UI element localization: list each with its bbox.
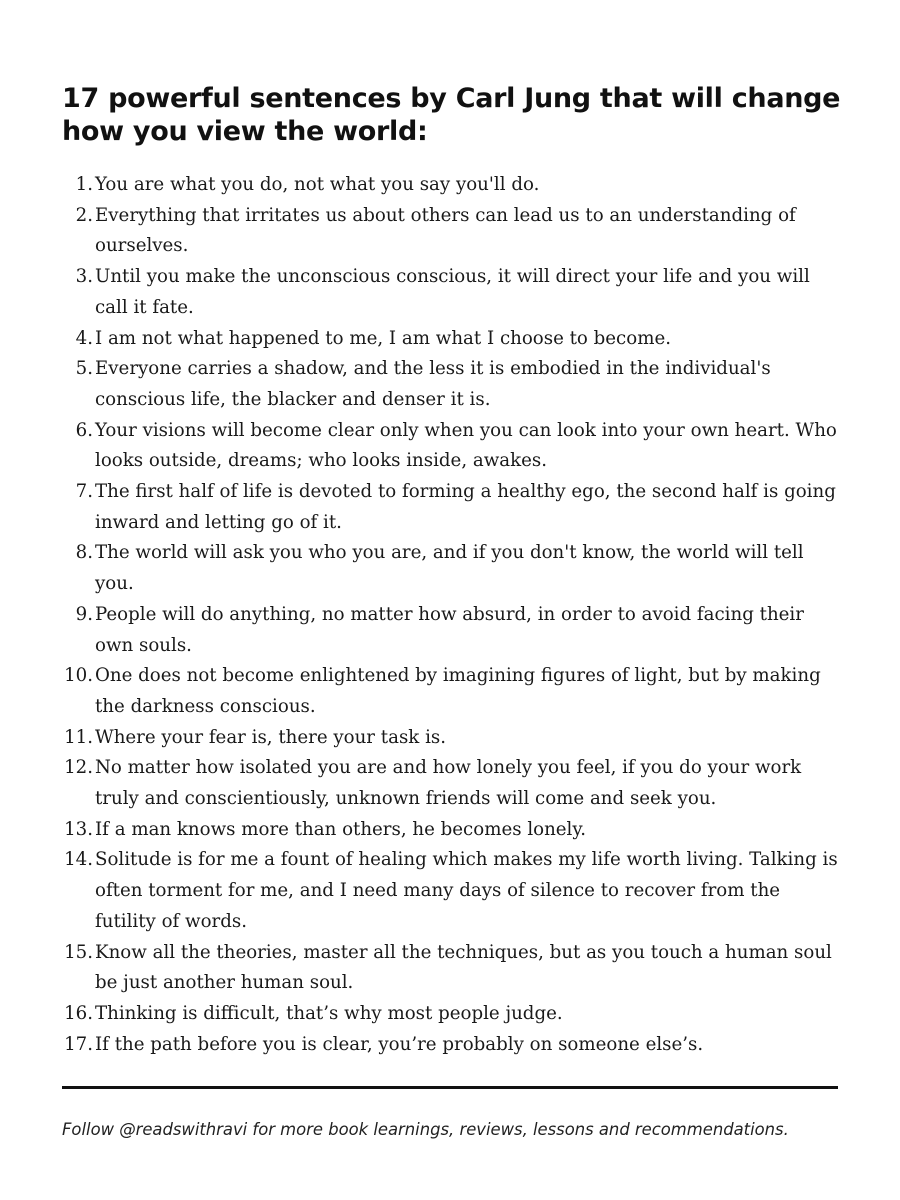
quote-text: Solitude is for me a fount of healing which makes my life worth living. Talking is often torment for me, and I need many days of silence to recover from the futility of words. [95,849,838,932]
quote-text: Where your fear is, there your task is. [95,726,447,748]
list-item [62,999,842,1030]
list-number: 4. [75,327,93,349]
quote-text: The first half of life is devoted to forming a healthy ego, the second half is going inward and letting go of it. [95,481,836,533]
quote-text: If the path before you is clear, you’re probably on someone else’s. [95,1033,704,1055]
list-number: 3. [75,266,93,288]
list-number: 5. [75,358,93,380]
quote-text: No matter how isolated you are and how lonely you feel, if you do your work truly and conscientiously, unknown friends will come and seek you. [95,757,802,810]
list-number: 16. [64,1002,93,1024]
list-number: 13. [64,818,93,840]
quote-text: People will do anything, no matter how absurd, in order to avoid facing their own souls. [95,603,804,656]
list-number: 11. [64,726,93,748]
list-item [62,1030,842,1061]
list-number: 9. [75,603,93,625]
list-item [62,170,842,201]
page-title: 17 powerful sentences by Carl Jung that will change how you view the world: [62,83,841,147]
quote-text: If a man knows more than others, he becomes lonely. [95,818,587,840]
quote-list [62,170,842,1060]
list-item [62,723,842,754]
quote-text: Thinking is difficult, that’s why most people judge. [95,1002,563,1024]
list-number: 14. [64,849,93,871]
list-number: 1. [75,174,93,195]
list-item [62,354,842,415]
list-number: 17. [64,1033,93,1055]
list-number: 12. [64,757,93,779]
quote-text: Know all the theories, master all the techniques, but as you touch a human soul be just another human soul. [95,941,832,994]
quote-text: The world will ask you who you are, and if you don't know, the world will tell you. [95,542,804,595]
quote-text: I am not what happened to me, I am what I choose to become. [95,327,671,349]
list-number: 15. [64,941,93,963]
quote-text: Until you make the unconscious conscious, it will direct your life and you will call it fate. [95,266,810,318]
list-item [62,845,842,937]
list-item [62,538,842,599]
list-item [62,262,842,323]
quote-text: Your visions will become clear only when you can look into your own heart. Who looks outside, dreams; who looks inside, awakes. [95,419,837,472]
footer-credit: Follow @readswithravi for more book learnings, reviews, lessons and recommendations. [62,1120,789,1139]
list-number: 2. [75,204,93,226]
list-item [62,753,842,814]
list-item [62,815,842,846]
quote-text: You are what you do, not what you say you'll do. [95,174,540,195]
quote-text: Everyone carries a shadow, and the less it is embodied in the individual's conscious life, the blacker and denser it is. [95,358,771,410]
list-item [62,201,842,262]
list-item [62,416,842,477]
list-number: 8. [75,542,93,564]
quote-text: Everything that irritates us about others can lead us to an understanding of ourselves. [95,204,796,257]
list-number: 6. [75,419,93,441]
list-number: 7. [75,481,93,503]
divider [62,1086,838,1089]
list-item [62,938,842,999]
list-item [62,600,842,661]
quote-text: One does not become enlightened by imagining figures of light, but by making the darkness conscious. [95,665,821,717]
list-item [62,477,842,538]
list-number: 10. [64,665,93,687]
list-item [62,661,842,722]
list-item [62,324,842,355]
